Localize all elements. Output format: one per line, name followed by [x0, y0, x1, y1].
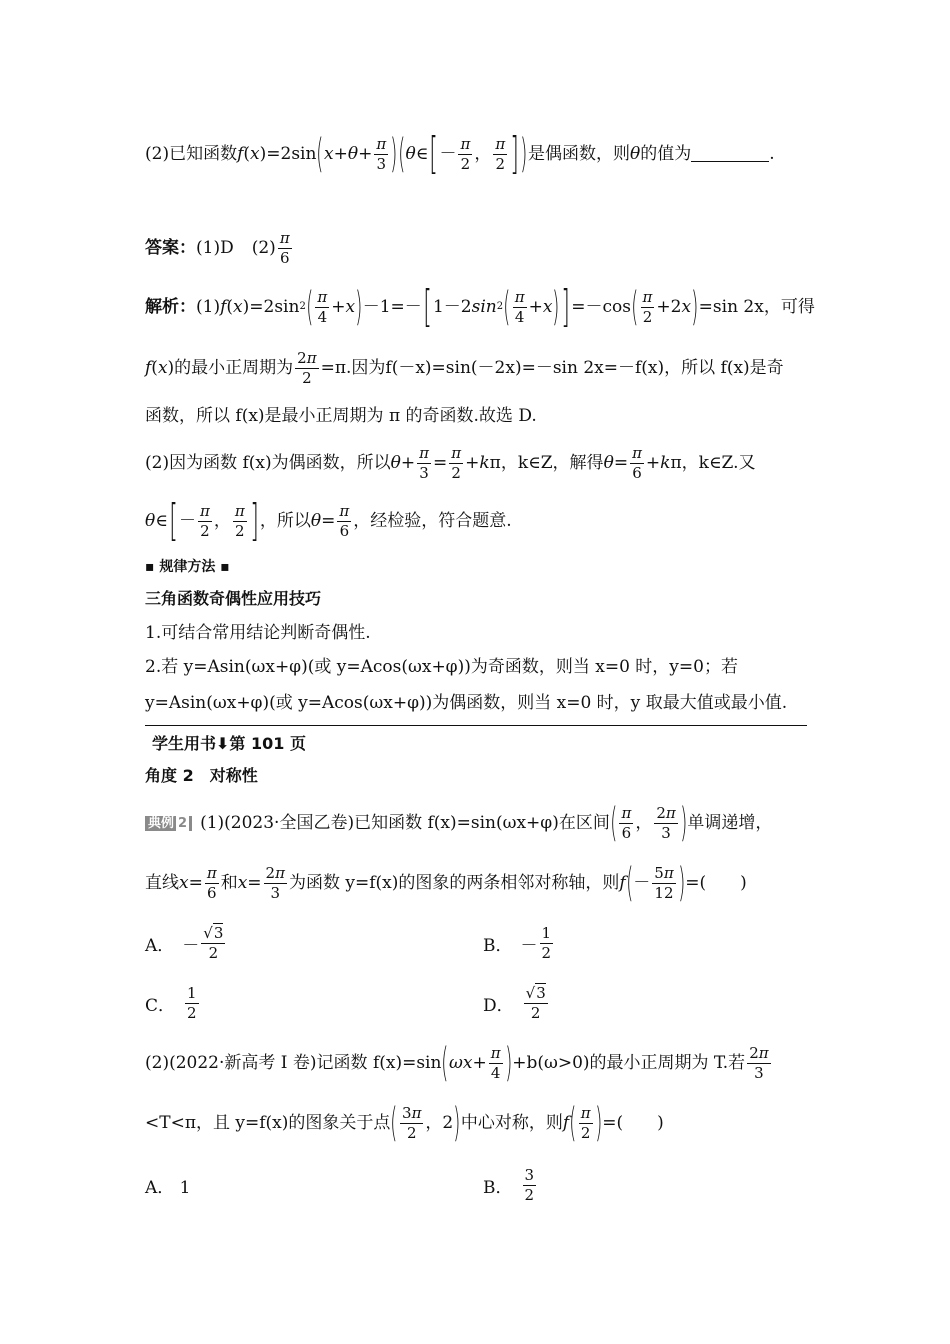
q2-option-b[interactable]: B． $\frac{3}{2}$ [483, 1166, 535, 1204]
page-reference: 学生用书⬇第 101 页 [152, 734, 306, 753]
example-q1-line-2: 直线 x = $\frac{\pi}{6}$ 和 x = $\frac{2\pi}{3}$ 为函数 y=f(x)的图象的两条相邻对称轴，则 f ( － $\frac{5\pi}{12}$ ) =( ) [145, 860, 747, 906]
analysis-line-2: f ( x ) 的最小正周期为 $\frac{2\pi}{2}$ =π.因为 f(－x)=sin(－2x)=－sin 2x=－f(x)，所以 f(x)是奇 [145, 349, 784, 387]
answer-line: 答案： (1)D (2) $\frac{\pi}{6}$ [145, 229, 290, 267]
method-tag: ▪ 规律方法 ▪ [145, 559, 230, 575]
answer-blank [691, 147, 769, 162]
analysis-line-4: (2)因为函数 f(x)为偶函数，所以 θ + $\frac{\pi}{3}$ = $\frac{\pi}{2}$ + k π ，k∈Z，解得 θ = $\frac{\pi}{6}$ + k π ，k∈Z.又 [145, 444, 756, 482]
option-b[interactable]: B． － $\frac{1}{2}$ [483, 924, 552, 962]
divider [145, 725, 807, 726]
example-q2-line-1: (2)(2022·新高考 Ⅰ 卷)记函数 f(x)=sin ( ωx + $\frac{\pi}{4}$ ) +b(ω>0)的最小正周期为 T.若 $\frac{2\pi}{3}$ [145, 1040, 769, 1086]
method-item-1: 1.可结合常用结论判断奇偶性. [145, 622, 371, 643]
method-item-2a: 2.若 y=Asin(ωx+φ)(或 y=Acos(ωx+φ))为奇函数，则当 x=0 时，y=0；若 [145, 656, 738, 677]
analysis-line-1: 解析： (1) f ( x )=2sin 2 ( $\frac{\pi}{4}$ + x ) －1=－ [ 1－2 sin 2 ( $\frac{\pi}{4}$ + x ) ] =－cos ( $\frac{\pi}{2}$ +2 x ) =sin 2x，可得 [145, 281, 815, 332]
analysis-line-3: 函数，所以 f(x)是最小正周期为 π 的奇函数.故选 D. [145, 405, 537, 426]
q2-option-a[interactable]: A． 1 [145, 1177, 191, 1198]
example-q2-line-2: <T<π，且 y=f(x)的图象关于点 ( $\frac{3\pi}{2}$ ，2 ) 中心对称，则 f ( $\frac{\pi}{2}$ ) =( ) [145, 1100, 664, 1146]
question-suffix: 是偶函数，则 [527, 143, 630, 164]
option-c[interactable]: C． $\frac{1}{2}$ [145, 984, 197, 1022]
example-q1-line-1: 典例 2 (1)(2023·全国乙卷)已知函数 f(x)=sin(ωx+φ)在区间 ( $\frac{\pi}{6}$ ， $\frac{2\pi}{3}$ ) 单调递增， [145, 800, 810, 846]
option-a[interactable]: A． － $\frac{√3}{2}$ [145, 924, 224, 962]
option-d[interactable]: D． $\frac{√3}{2}$ [483, 984, 546, 1022]
example-badge: 典例 2 [145, 816, 192, 831]
method-item-2b: y=Asin(ωx+φ)(或 y=Acos(ωx+φ))为偶函数，则当 x=0 时，y 取最大值或最小值. [145, 692, 788, 713]
section-heading: 角度 2 对称性 [145, 766, 258, 785]
question-prefix: (2)已知函数 [145, 143, 238, 164]
method-title: 三角函数奇偶性应用技巧 [145, 589, 322, 608]
analysis-line-5: θ ∈ [ － $\frac{\pi}{2}$ ， $\frac{\pi}{2}$ ] ，所以 θ = $\frac{\pi}{6}$ ，经检验，符合题意. [145, 495, 512, 546]
question-2: (2)已知函数 f ( x )=2sin ( x + θ + $\frac{\pi}{3}$ ) ( θ ∈ [ － $\frac{\pi}{2}$ ， $\frac{\pi}{2}$ ] ) 是偶函数，则 θ 的值为 . [145, 128, 775, 179]
